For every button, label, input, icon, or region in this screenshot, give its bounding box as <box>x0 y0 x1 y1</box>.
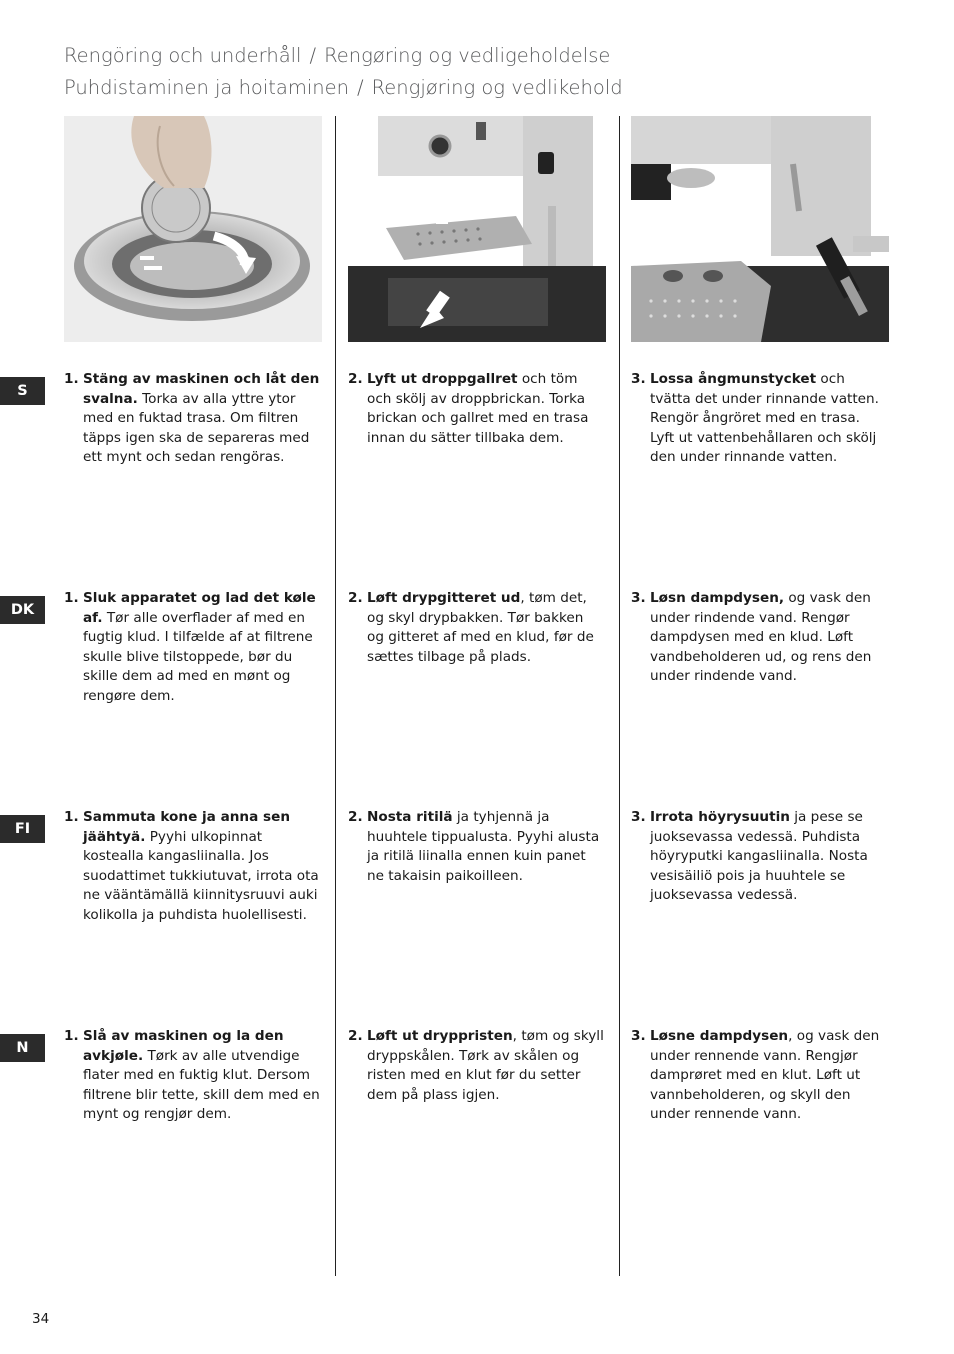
step-number: 3. <box>631 590 646 606</box>
step-3-danish <box>631 589 887 687</box>
step-text: , og vask den under rennende vann. Rengjør damprøret med en klut. Løft ut vannbeholderen, og skyll den under rennende vann. <box>650 1028 880 1122</box>
step-number: 2. <box>348 590 363 606</box>
title-finnish: Puhdistaminen ja hoitaminen <box>64 76 350 99</box>
column-divider <box>335 116 336 1276</box>
step-heading: Løft drypgitteret ud <box>367 590 521 606</box>
step-heading: Løft ut dryppristen <box>367 1028 513 1044</box>
step-text: , tøm og skyll dryppskålen. Tørk av skålen og risten med en klut før du setter dem på plass igjen. <box>367 1028 604 1103</box>
title-separator: / <box>357 76 364 99</box>
language-tab-swedish: S <box>0 377 45 405</box>
step-2-danish <box>348 589 604 667</box>
title-separator: / <box>309 44 317 67</box>
page-number: 34 <box>32 1311 50 1327</box>
title-norwegian: Rengjøring og vedlikehold <box>371 76 623 99</box>
step-text: Tør alle overflader af med en fugtig klud. I tilfælde af at filtrene skulle blive tilstoppede, bør du skille dem ad med en mønt og rengøre dem. <box>83 609 313 704</box>
step-3-swedish <box>631 370 887 468</box>
step-number: 3. <box>631 371 646 387</box>
step-text: och tvätta det under rinnande vatten. Rengör ångröret med en trasa. Lyft ut vattenbehållaren och skölj den under rinnande vatten. <box>650 371 879 465</box>
step-1-swedish <box>64 370 320 468</box>
title-danish: Rengøring og vedligeholdelse <box>324 44 611 67</box>
step-1-danish <box>64 589 320 706</box>
header-line-2 <box>64 72 623 104</box>
step-number: 1. <box>64 590 79 606</box>
step-2-norwegian <box>348 1027 604 1105</box>
illustration-steam-nozzle <box>631 116 889 342</box>
step-heading: Sammuta kone ja anna sen jäähtyä. <box>83 809 291 845</box>
step-heading: Stäng av maskinen och låt den svalna. <box>83 371 320 407</box>
illustration-filter-coin <box>64 116 322 342</box>
step-heading: Løsn dampdysen, <box>650 590 785 606</box>
page-header <box>64 40 623 104</box>
step-number: 3. <box>631 809 646 825</box>
step-3-norwegian <box>631 1027 887 1125</box>
language-tab-danish: DK <box>0 596 45 624</box>
step-number: 2. <box>348 809 363 825</box>
step-text: Pyyhi ulkopinnat kostealla kangasliinalla. Jos suodattimet tukkiutuvat, irrota ota ne vääntämällä kiinnitysruuvi auki kolikolla ja puhdista huolellisesti. <box>83 828 319 923</box>
title-swedish: Rengöring och underhåll <box>64 44 302 67</box>
step-text: Torka av alla yttre ytor med en fuktad trasa. Om filtren täpps igen ska de separeras med ett mynt och sedan rengöras. <box>83 390 310 465</box>
step-heading: Slå av maskinen og la den avkjøle. <box>83 1028 284 1064</box>
illustration-drip-tray <box>348 116 606 342</box>
step-2-swedish <box>348 370 604 448</box>
step-3-finnish <box>631 808 887 906</box>
language-tab-norwegian: N <box>0 1034 45 1062</box>
step-number: 1. <box>64 1028 79 1044</box>
step-heading: Løsne dampdysen <box>650 1028 789 1044</box>
step-2-finnish <box>348 808 604 886</box>
step-text: , tøm det, og skyl drypbakken. Tør bakken og gitteret af med en klud, før de sættes tilbage på plads. <box>367 590 594 665</box>
column-divider <box>619 116 620 1276</box>
step-heading: Lossa ångmunstycket <box>650 371 817 387</box>
step-heading: Sluk apparatet og lad det køle af. <box>83 590 316 626</box>
step-number: 1. <box>64 809 79 825</box>
step-number: 2. <box>348 1028 363 1044</box>
header-line-1 <box>64 40 623 72</box>
step-text: och töm och skölj av droppbrickan. Torka brickan och gallret med en trasa innan du sätter tillbaka dem. <box>367 371 589 446</box>
step-text: ja pese se juoksevassa vedessä. Puhdista höyryputki kangasliinalla. Nosta vesisäiliö pois ja huuhtele se juoksevassa vedessä. <box>650 809 868 903</box>
step-text: ja tyhjennä ja huuhtele tippualusta. Pyyhi alusta ja ritilä liinalla ennen kuin panet ne takaisin paikoilleen. <box>367 809 600 884</box>
step-number: 1. <box>64 371 79 387</box>
step-text: Tørk av alle utvendige flater med en fuktig klut. Dersom filtrene blir tette, skill dem med en mynt og rengjør dem. <box>83 1047 320 1122</box>
step-number: 2. <box>348 371 363 387</box>
step-1-finnish <box>64 808 320 925</box>
step-heading: Irrota höyrysuutin <box>650 809 790 825</box>
language-tab-finnish: FI <box>0 815 45 843</box>
step-number: 3. <box>631 1028 646 1044</box>
step-heading: Nosta ritilä <box>367 809 453 825</box>
step-heading: Lyft ut droppgallret <box>367 371 518 387</box>
step-1-norwegian <box>64 1027 320 1125</box>
step-text: og vask den under rindende vand. Rengør dampdysen med en klud. Løft vandbeholderen ud, og rens den under rindende vand. <box>650 590 872 684</box>
